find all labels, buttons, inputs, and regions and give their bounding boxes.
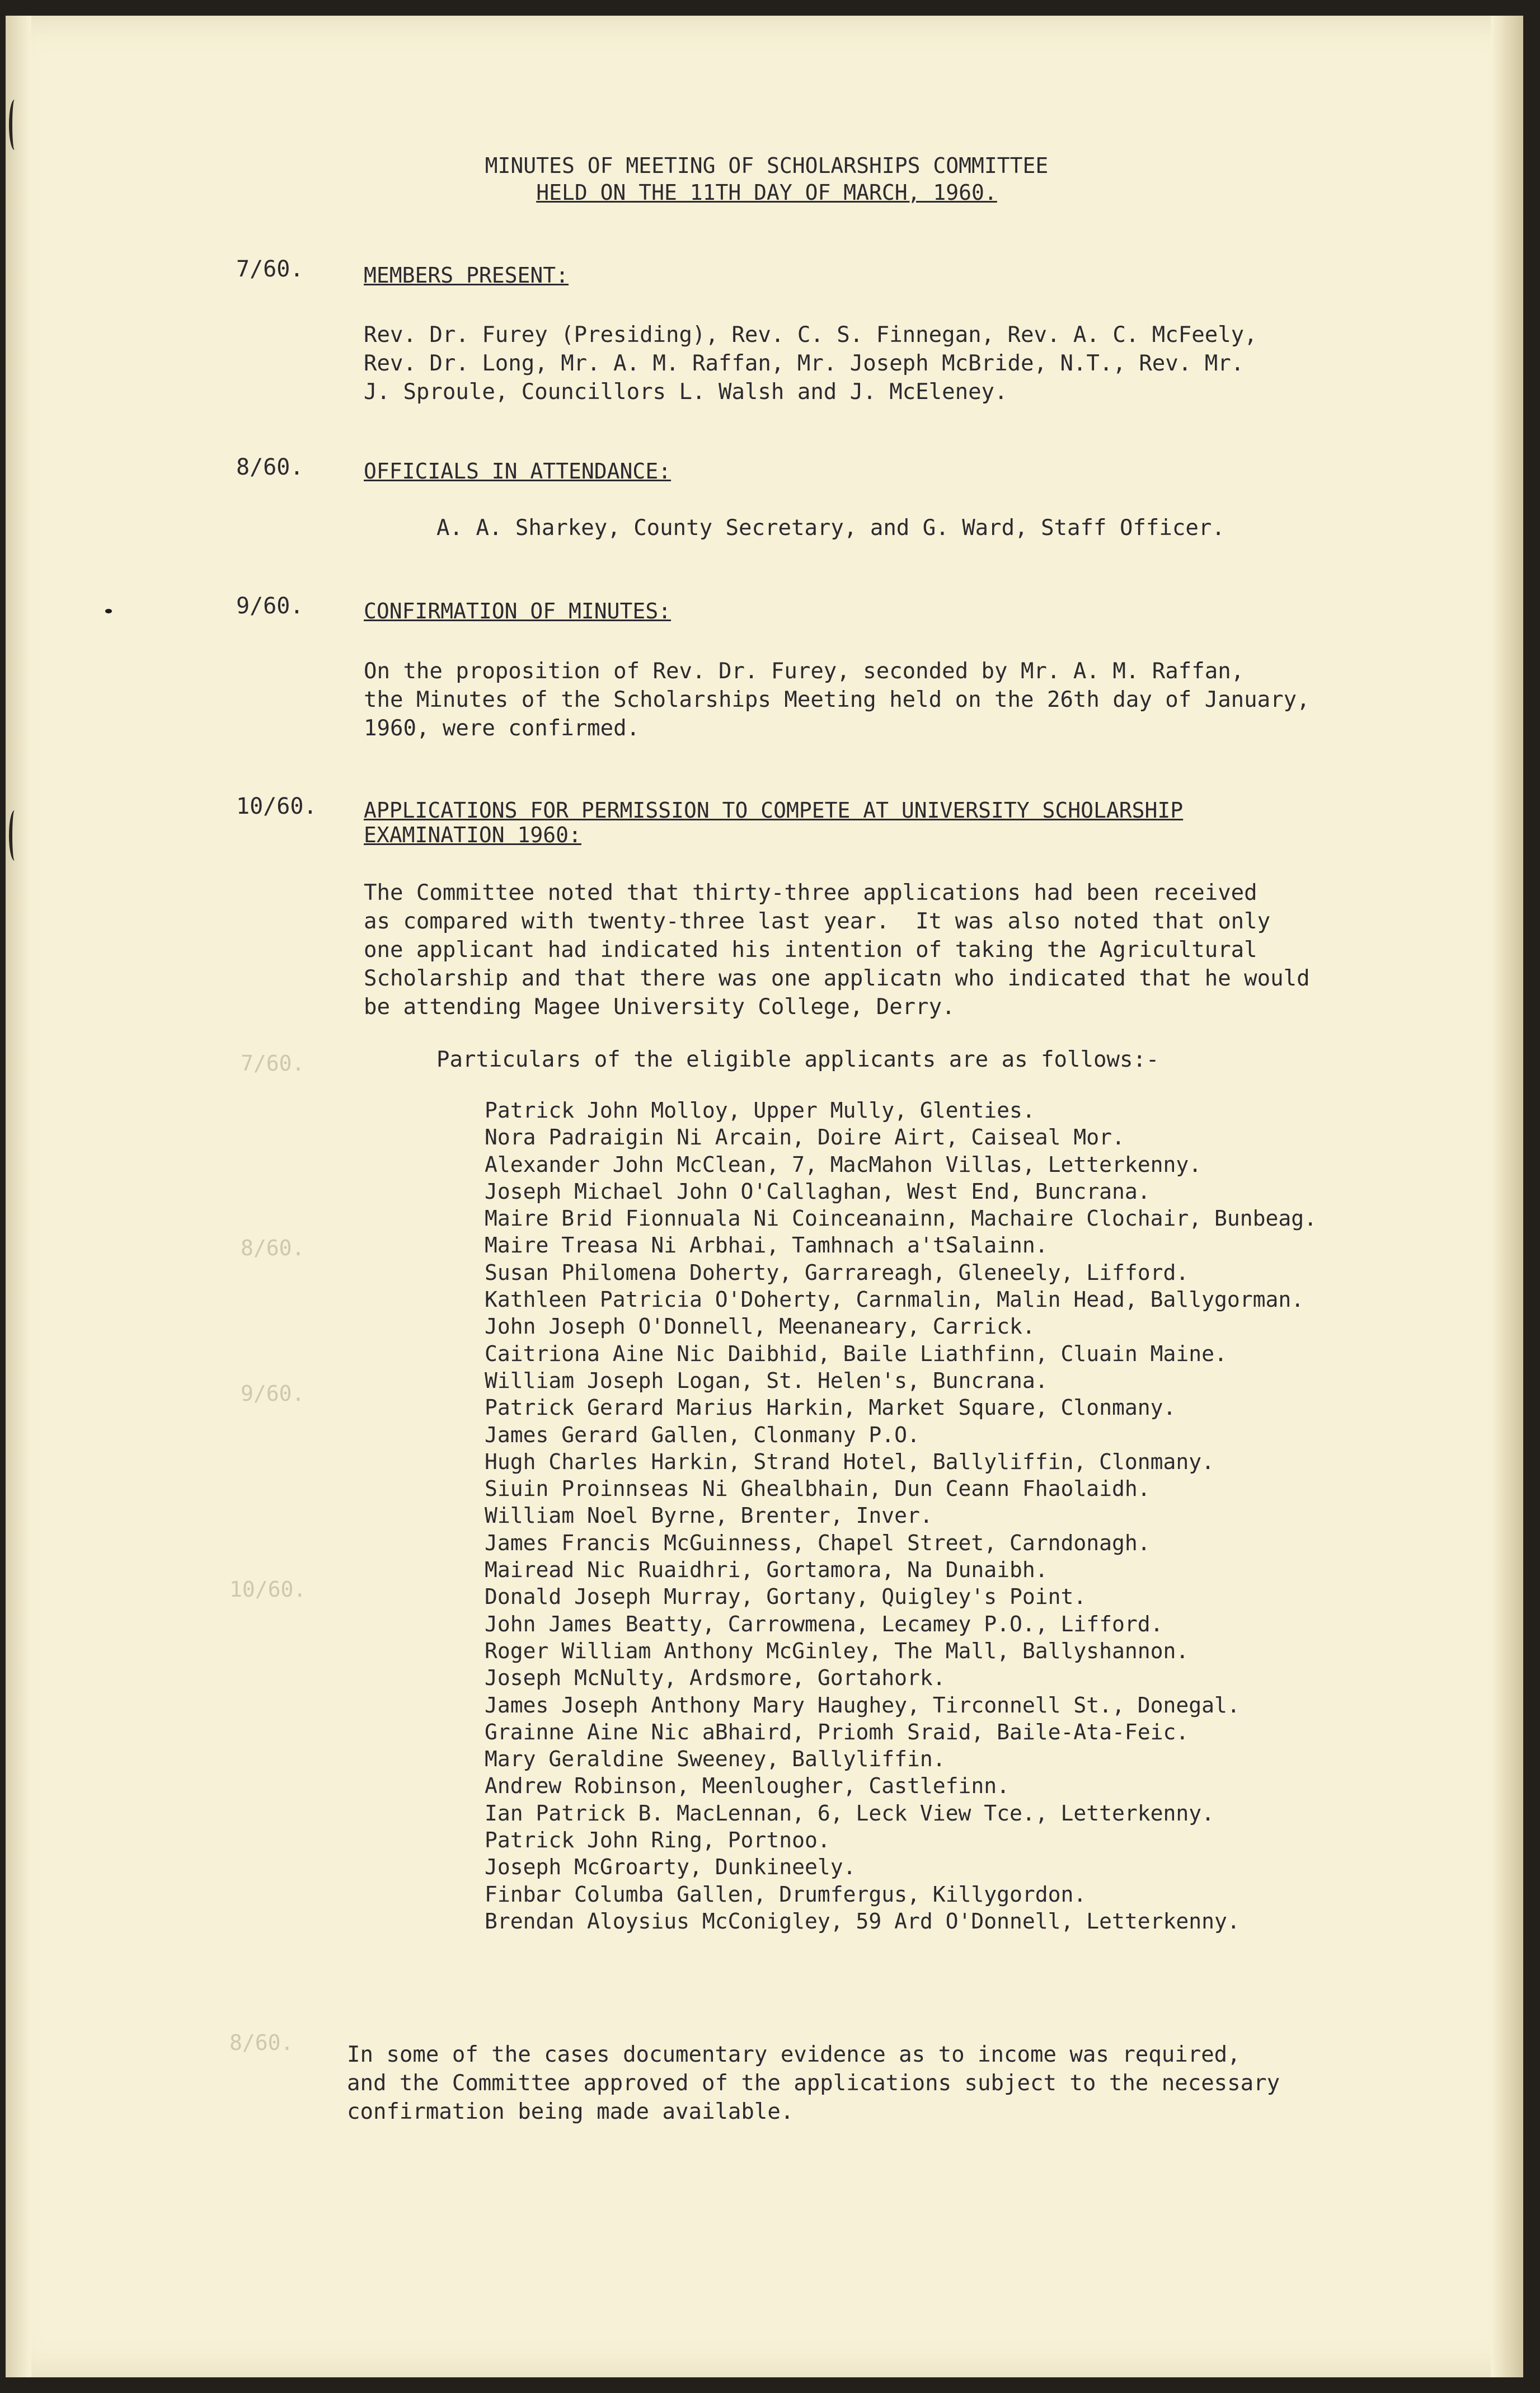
minutes-subtitle: HELD ON THE 11TH DAY OF MARCH, 1960. xyxy=(536,180,997,205)
list-item: Andrew Robinson, Meenlougher, Castlefinn. xyxy=(485,1773,1010,1799)
section-heading-applications: APPLICATIONS FOR PERMISSION TO COMPETE AT UNIVERSITY SCHOLARSHIP xyxy=(364,798,1184,823)
list-item: Mary Geraldine Sweeney, Ballyliffin. xyxy=(485,1747,946,1772)
item-number: 10/60. xyxy=(236,794,317,819)
list-item: Susan Philomena Doherty, Garrareagh, Gleneely, Lifford. xyxy=(485,1260,1189,1285)
officials-text: A. A. Sharkey, County Secretary, and G. Ward, Staff Officer. xyxy=(436,515,1225,541)
list-item: Caitriona Aine Nic Daibhid, Baile Liathfinn, Cluain Maine. xyxy=(485,1341,1227,1366)
list-item: Donald Joseph Murray, Gortany, Quigley's Point. xyxy=(485,1584,1087,1610)
list-item: Roger William Anthony McGinley, The Mall, Ballyshannon. xyxy=(485,1638,1189,1663)
list-item: Joseph McGroarty, Dunkineely. xyxy=(485,1855,856,1880)
binding-spine xyxy=(6,16,31,2377)
section-heading-applications-2: EXAMINATION 1960: xyxy=(364,823,581,847)
binder-ring-mark xyxy=(9,810,20,861)
show-through-text: 9/60. xyxy=(241,1381,305,1406)
list-item: James Gerard Gallen, Clonmany P.O. xyxy=(485,1422,920,1447)
item-number: 8/60. xyxy=(236,454,304,480)
list-item: Ian Patrick B. MacLennan, 6, Leck View Tce., Letterkenny. xyxy=(485,1800,1215,1826)
closing-text: In some of the cases documentary evidence as to income was required, and the Committee approved of the applications subject to the necessary confirmation being made available. xyxy=(347,2042,1280,2124)
list-item: William Noel Byrne, Brenter, Inver. xyxy=(485,1503,933,1528)
list-item: James Francis McGuinness, Chapel Street, Carndonagh. xyxy=(485,1530,1151,1555)
list-item: Brendan Aloysius McConigley, 59 Ard O'Donnell, Letterkenny. xyxy=(485,1908,1240,1934)
list-item: Maire Brid Fionnuala Ni Coinceanainn, Machaire Clochair, Bunbeag. xyxy=(485,1206,1317,1231)
section-heading-officials: OFFICIALS IN ATTENDANCE: xyxy=(364,459,672,484)
applicants-list xyxy=(485,1097,1317,1935)
list-item: Siuin Proinnseas Ni Ghealbhain, Dun Ceann Fhaolaidh. xyxy=(485,1476,1151,1502)
list-item: John Joseph O'Donnell, Meenaneary, Carrick. xyxy=(485,1314,1035,1339)
document-page xyxy=(6,16,1523,2377)
list-item: Maire Treasa Ni Arbhai, Tamhnach a'tSalainn. xyxy=(485,1233,1048,1258)
section-heading-members: MEMBERS PRESENT: xyxy=(364,263,569,288)
list-item: James Joseph Anthony Mary Haughey, Tirconnell St., Donegal. xyxy=(485,1692,1240,1718)
show-through-text: 7/60. xyxy=(241,1051,305,1076)
list-item: William Joseph Logan, St. Helen's, Buncrana. xyxy=(485,1368,1048,1393)
list-item: Patrick Gerard Marius Harkin, Market Square, Clonmany. xyxy=(485,1395,1176,1420)
list-item: Joseph Michael John O'Callaghan, West End, Buncrana. xyxy=(485,1179,1151,1204)
list-item: Mairead Nic Ruaidhri, Gortamora, Na Dunaibh. xyxy=(485,1557,1048,1583)
ink-dot xyxy=(105,609,112,613)
applications-intro: The Committee noted that thirty-three applications had been received as compared with twenty-three last year. It was also noted that only one applicant had indicated his intention of taking the Agricultural Scholarship and that there was one applicatn who indicated that he would be attending Magee University College, Derry. xyxy=(364,880,1310,1020)
minutes-title: MINUTES OF MEETING OF SCHOLARSHIPS COMMITTEE xyxy=(485,153,1049,178)
list-item: Patrick John Molloy, Upper Mully, Glenties. xyxy=(485,1098,1035,1123)
list-item: Patrick John Ring, Portnoo. xyxy=(485,1828,830,1853)
section-heading-confirmation: CONFIRMATION OF MINUTES: xyxy=(364,599,672,623)
members-present-text: Rev. Dr. Furey (Presiding), Rev. C. S. Finnegan, Rev. A. C. McFeely, Rev. Dr. Long, Mr. A. M. Raffan, Mr. Joseph McBride, N.T., Rev. Mr. J. Sproule, Councillors L. Walsh and J. McEleney. xyxy=(364,322,1257,405)
item-number: 9/60. xyxy=(236,593,304,619)
show-through-text: 10/60. xyxy=(229,1577,307,1602)
list-item: Kathleen Patricia O'Doherty, Carnmalin, Malin Head, Ballygorman. xyxy=(485,1287,1304,1312)
page-edge xyxy=(1491,16,1523,2377)
list-item: Hugh Charles Harkin, Strand Hotel, Ballyliffin, Clonmany. xyxy=(485,1449,1215,1474)
list-item: Alexander John McClean, 7, MacMahon Villas, Letterkenny. xyxy=(485,1152,1202,1177)
show-through-text: 8/60. xyxy=(229,2030,294,2055)
list-item: Joseph McNulty, Ardsmore, Gortahork. xyxy=(485,1665,946,1691)
particulars-text: Particulars of the eligible applicants are as follows:- xyxy=(436,1047,1159,1072)
list-item: Grainne Aine Nic aBhaird, Priomh Sraid, Baile-Ata-Feic. xyxy=(485,1719,1189,1744)
show-through-text: 8/60. xyxy=(241,1236,305,1260)
binder-ring-mark xyxy=(9,100,20,150)
confirmation-text: On the proposition of Rev. Dr. Furey, seconded by Mr. A. M. Raffan, the Minutes of the Scholarships Meeting held on the 26th day of January, 1960, were confirmed. xyxy=(364,659,1310,741)
list-item: John James Beatty, Carrowmena, Lecamey P.O., Lifford. xyxy=(485,1611,1163,1636)
list-item: Nora Padraigin Ni Arcain, Doire Airt, Caiseal Mor. xyxy=(485,1125,1125,1150)
item-number: 7/60. xyxy=(236,256,304,282)
list-item: Finbar Columba Gallen, Drumfergus, Killygordon. xyxy=(485,1881,1087,1907)
